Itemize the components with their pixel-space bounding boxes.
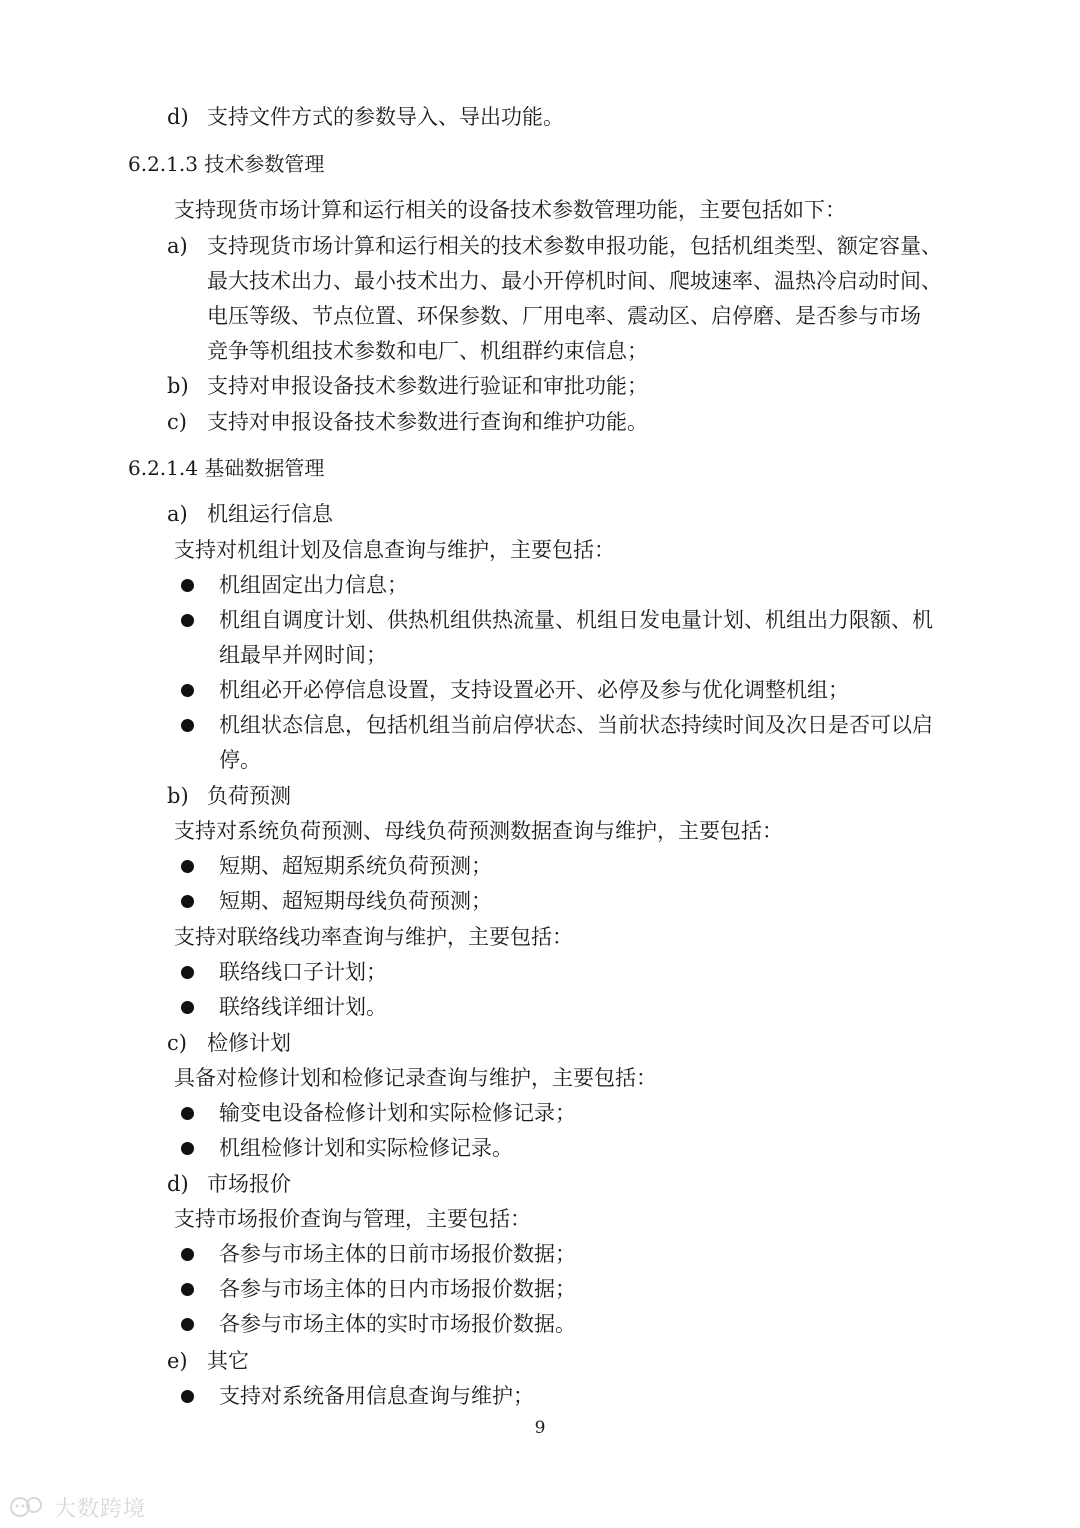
bullet-item: 联络线口子计划； [219,960,387,984]
bullet-dot [181,719,194,732]
list-marker: d) [167,105,189,129]
bullet-dot [181,860,194,873]
bullet-item: 机组必开必停信息设置，支持设置必开、必停及参与优化调整机组； [219,678,849,702]
subsection-title: 其它 [207,1349,249,1373]
wechat-logo-icon [8,1494,48,1520]
list-marker: c) [167,1031,187,1055]
bullet-item: 各参与市场主体的日前市场报价数据； [219,1242,576,1266]
list-item-line: 支持现货市场计算和运行相关的技术参数申报功能，包括机组类型、额定容量、 [207,234,942,258]
paragraph: 具备对检修计划和检修记录查询与维护，主要包括： [174,1066,657,1090]
watermark-text: 大数跨境 [54,1496,147,1522]
paragraph: 支持市场报价查询与管理，主要包括： [174,1207,531,1231]
paragraph: 支持对机组计划及信息查询与维护，主要包括： [174,538,615,562]
bullet-item: 短期、超短期系统负荷预测； [219,854,492,878]
bullet-dot [181,1107,194,1120]
list-marker: b) [167,784,189,808]
bullet-dot [181,579,194,592]
list-item: 支持文件方式的参数导入、导出功能。 [207,105,564,129]
subsection-title: 机组运行信息 [207,502,333,526]
list-marker: a) [167,502,188,526]
bullet-item: 输变电设备检修计划和实际检修记录； [219,1101,576,1125]
section-heading: 6.2.1.4 基础数据管理 [128,456,325,480]
bullet-dot [181,1283,194,1296]
list-marker: e) [167,1349,188,1373]
list-item: 支持对申报设备技术参数进行验证和审批功能； [207,374,648,398]
bullet-dot [181,1142,194,1155]
subsection-title: 负荷预测 [207,784,291,808]
bullet-item: 机组自调度计划、供热机组供热流量、机组日发电量计划、机组出力限额、机 [219,608,933,632]
bullet-item: 支持对系统备用信息查询与维护； [219,1384,534,1408]
bullet-item: 各参与市场主体的实时市场报价数据。 [219,1312,576,1336]
watermark [8,1492,146,1522]
paragraph: 支持对系统负荷预测、母线负荷预测数据查询与维护，主要包括： [174,819,783,843]
bullet-item: 机组检修计划和实际检修记录。 [219,1136,513,1160]
bullet-item: 联络线详细计划。 [219,995,387,1019]
bullet-dot [181,1001,194,1014]
bullet-dot [181,895,194,908]
paragraph: 支持现货市场计算和运行相关的设备技术参数管理功能，主要包括如下： [174,198,846,222]
bullet-item: 机组状态信息，包括机组当前启停状态、当前状态持续时间及次日是否可以启 [219,713,933,737]
bullet-item: 各参与市场主体的日内市场报价数据； [219,1277,576,1301]
bullet-dot [181,1390,194,1403]
bullet-dot [181,614,194,627]
list-item: 支持对申报设备技术参数进行查询和维护功能。 [207,410,648,434]
bullet-item: 机组固定出力信息； [219,573,408,597]
list-marker: a) [167,234,188,258]
list-marker: b) [167,374,189,398]
list-item-line: 竞争等机组技术参数和电厂、机组群约束信息； [207,339,648,363]
bullet-item: 短期、超短期母线负荷预测； [219,889,492,913]
list-marker: c) [167,410,187,434]
paragraph: 支持对联络线功率查询与维护，主要包括： [174,925,573,949]
bullet-item-continuation: 组最早并网时间； [219,643,387,667]
bullet-dot [181,684,194,697]
list-marker: d) [167,1172,189,1196]
bullet-item-continuation: 停。 [219,748,261,772]
section-heading: 6.2.1.3 技术参数管理 [128,152,325,176]
subsection-title: 市场报价 [207,1172,291,1196]
list-item-line: 最大技术出力、最小技术出力、最小开停机时间、爬坡速率、温热冷启动时间、 [207,269,942,293]
bullet-dot [181,966,194,979]
bullet-dot [181,1318,194,1331]
list-item-line: 电压等级、节点位置、环保参数、厂用电率、震动区、启停磨、是否参与市场 [207,304,921,328]
bullet-dot [181,1248,194,1261]
subsection-title: 检修计划 [207,1031,291,1055]
page-number: 9 [534,1418,546,1438]
